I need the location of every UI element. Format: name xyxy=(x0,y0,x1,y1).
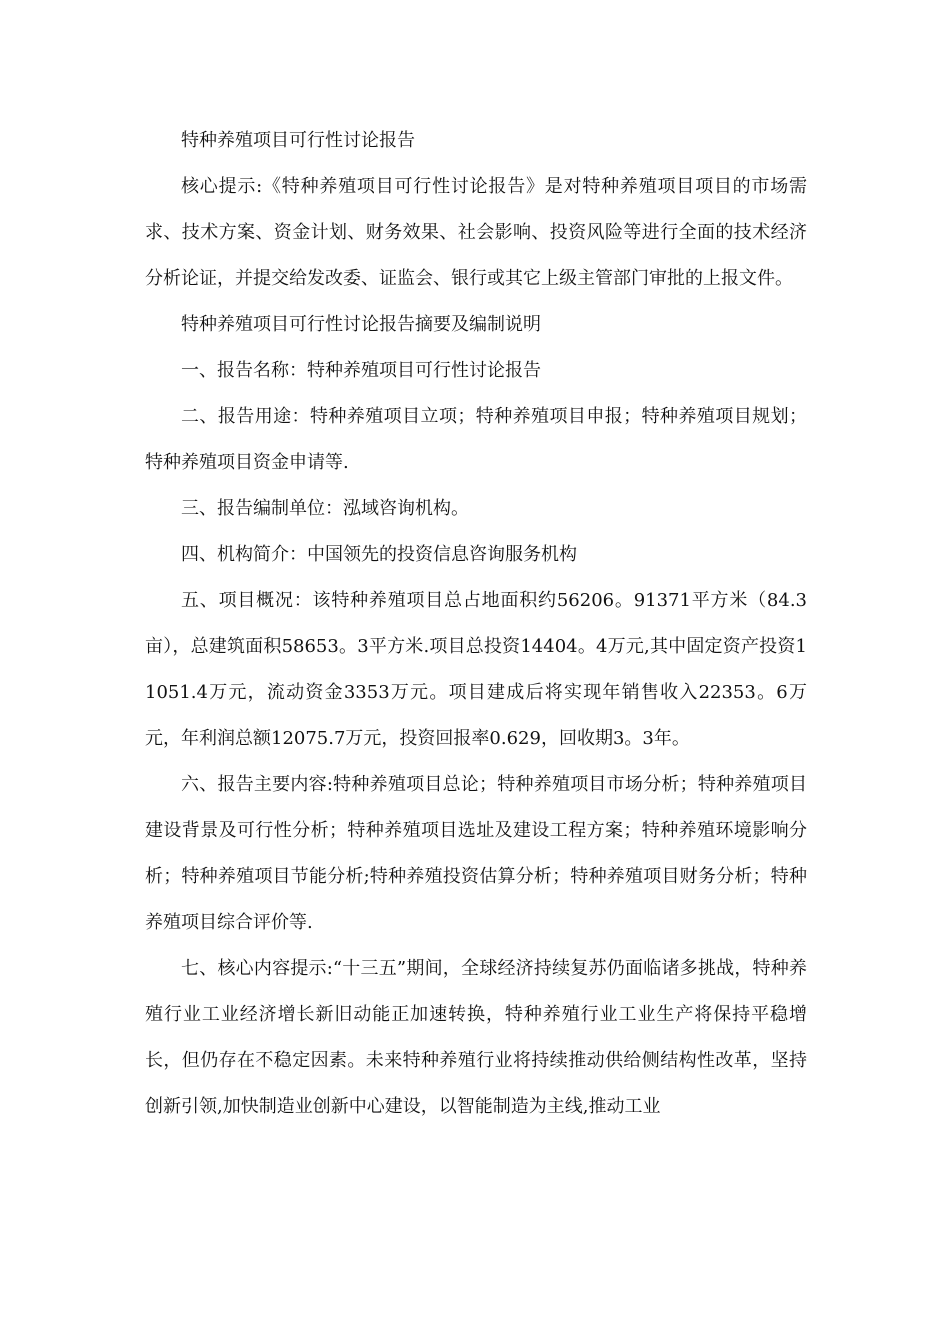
report-name-paragraph: 一、报告名称：特种养殖项目可行性讨论报告 xyxy=(181,360,541,381)
section-heading-summary: 特种养殖项目可行性讨论报告摘要及编制说明 xyxy=(181,314,541,335)
project-overview-paragraph: 五、项目概况：该特种养殖项目总占地面积约56206。91371平方米（84.3亩），总建筑面积58653。3平方米.项目总投资14404。4万元,其中固定资产投资11051.4万元，流动资金3353万元。项目建成后将实现年销售收入22353。6万元，年利润总额12075.7万元，投资回报率0.629，回收期3。3年。 xyxy=(145,590,807,749)
report-contents-paragraph: 六、报告主要内容:特种养殖项目总论；特种养殖项目市场分析；特种养殖项目建设背景及可行性分析；特种养殖项目选址及建设工程方案；特种养殖环境影响分析；特种养殖项目节能分析;特种养殖投资估算分析；特种养殖项目财务分析；特种养殖项目综合评价等. xyxy=(145,774,807,933)
report-author-paragraph: 三、报告编制单位：泓域咨询机构。 xyxy=(181,498,469,519)
core-summary-paragraph: 核心提示:《特种养殖项目可行性讨论报告》是对特种养殖项目项目的市场需求、技术方案、资金计划、财务效果、社会影响、投资风险等进行全面的技术经济分析论证，并提交给发改委、证监会、银行或其它上级主管部门审批的上报文件。 xyxy=(145,176,807,289)
core-content-paragraph: 七、核心内容提示:“十三五”期间，全球经济持续复苏仍面临诸多挑战，特种养殖行业工业经济增长新旧动能正加速转换，特种养殖行业工业生产将保持平稳增长，但仍存在不稳定因素。未来特种养殖行业将持续推动供给侧结构性改革，坚持创新引领,加快制造业创新中心建设，以智能制造为主线,推动工业 xyxy=(145,958,807,1117)
report-usage-paragraph: 二、报告用途：特种养殖项目立项；特种养殖项目申报；特种养殖项目规划；特种养殖项目资金申请等. xyxy=(145,406,807,473)
organization-intro-paragraph: 四、机构简介：中国领先的投资信息咨询服务机构 xyxy=(181,544,577,565)
document-title: 特种养殖项目可行性讨论报告 xyxy=(181,130,415,151)
document-body xyxy=(145,118,807,1130)
